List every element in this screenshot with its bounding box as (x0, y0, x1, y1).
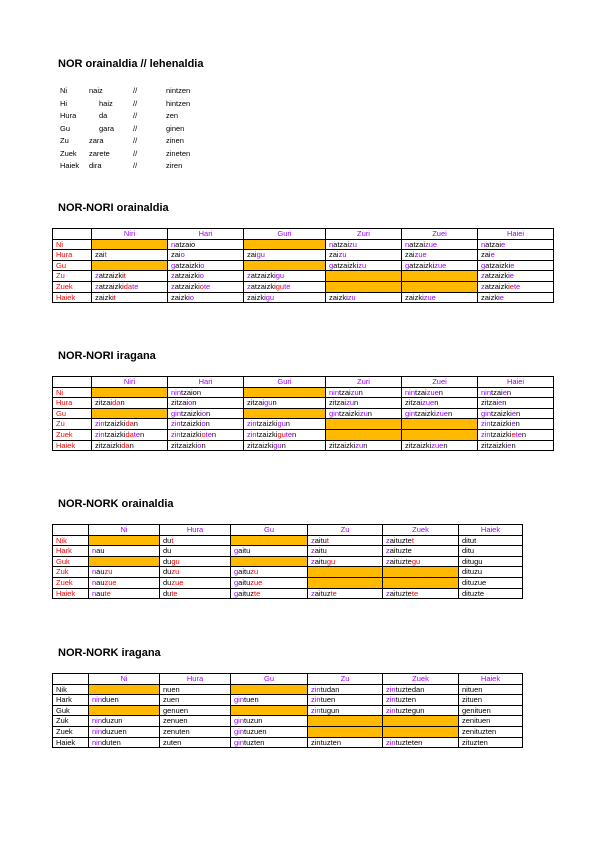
title-nor-nori-orainaldia: NOR-NORI orainaldia (58, 202, 169, 214)
nor-nori-orainaldia-table (52, 228, 554, 303)
column-header: Ni (89, 674, 160, 685)
verb-form-cell: du (160, 546, 231, 557)
column-header: Guri (244, 229, 326, 240)
verb-form-cell: zaituztegu (383, 556, 459, 567)
verb-form-cell: natzaizue (402, 239, 478, 250)
pronoun-separator: // (133, 111, 138, 120)
corner-cell (53, 229, 92, 240)
column-header: Guri (244, 377, 326, 388)
row-label: Zuk (53, 567, 89, 578)
verb-form-cell: nintzaizun (326, 387, 402, 398)
empty-highlight-cell (383, 726, 459, 737)
empty-highlight-cell (231, 535, 308, 546)
verb-form-cell: natzaie (478, 239, 554, 250)
table-row (53, 726, 523, 737)
verb-form-cell: duzu (160, 567, 231, 578)
verb-form-cell: zintzaizkiguten (244, 429, 326, 440)
row-label: Zuek (53, 429, 92, 440)
pronoun-separator: // (133, 98, 138, 108)
row-label: Hark (53, 546, 89, 557)
header-row (53, 525, 523, 536)
row-label: Hura (53, 398, 92, 409)
verb-form-cell: zituen (459, 695, 523, 706)
empty-highlight-cell (402, 271, 478, 282)
verb-form-cell: zaituzte (383, 546, 459, 557)
title-nor-nori-iragana: NOR-NORI iragana (58, 350, 156, 362)
pronoun-row (60, 111, 226, 122)
header-row (53, 674, 523, 685)
verb-form-cell: nuen (160, 684, 231, 695)
table-row (53, 419, 554, 430)
empty-highlight-cell (231, 684, 308, 695)
verb-form-cell: gaituzue (231, 577, 308, 588)
header-row (53, 229, 554, 240)
verb-form-cell: gaituzu (231, 567, 308, 578)
column-header: Hura (160, 674, 231, 685)
verb-form-cell: zintzaizkidaten (92, 429, 168, 440)
empty-highlight-cell (326, 281, 402, 292)
title-nor-nork-iragana: NOR-NORK iragana (58, 647, 161, 659)
row-label: Zuek (53, 577, 89, 588)
table-row (53, 684, 523, 695)
pronoun-person: Ni (60, 86, 68, 95)
verb-form-cell: gatzaizkizue (402, 260, 478, 271)
empty-highlight-cell (308, 577, 383, 588)
column-header: Niri (92, 377, 168, 388)
pronoun-separator: // (133, 86, 138, 95)
verb-form-cell: genituen (459, 705, 523, 716)
table-row (53, 250, 554, 261)
pronoun-past: hintzen (166, 98, 191, 108)
verb-form-cell: gaituzte (231, 588, 308, 599)
verb-form-cell: ditu (459, 546, 523, 557)
verb-form-cell: genuen (160, 705, 231, 716)
row-label: Guk (53, 705, 89, 716)
verb-form-cell: zatzaizkit (92, 271, 168, 282)
verb-form-cell: gatzaizkio (168, 260, 244, 271)
pronoun-past: ziren (166, 161, 183, 170)
title-nor-nork-orainaldia: NOR-NORK orainaldia (58, 498, 174, 510)
verb-form-cell: zaizkie (478, 292, 554, 303)
verb-form-cell: zaie (478, 250, 554, 261)
verb-form-cell: gintuzten (231, 737, 308, 748)
pronoun-person: Hi (60, 98, 68, 108)
pronoun-present: haiz (99, 98, 113, 108)
table-row (53, 408, 554, 419)
table-row (53, 567, 523, 578)
verb-form-cell: zait (92, 250, 168, 261)
verb-form-cell: zitzaizun (326, 398, 402, 409)
table-row (53, 737, 523, 748)
pronoun-present: zara (89, 136, 104, 145)
verb-form-cell: zitzaizkizuen (402, 440, 478, 451)
verb-form-cell: zintuen (308, 695, 383, 706)
table-row (53, 577, 523, 588)
verb-form-cell: gaitu (231, 546, 308, 557)
verb-form-cell: zaizkio (168, 292, 244, 303)
verb-form-cell: zenituen (459, 716, 523, 727)
verb-form-cell: zintudan (308, 684, 383, 695)
verb-form-cell: ninduzuen (89, 726, 160, 737)
verb-form-cell: nintzaizuen (402, 387, 478, 398)
column-header: Niri (92, 229, 168, 240)
empty-highlight-cell (231, 705, 308, 716)
verb-form-cell: zintzaizkion (168, 419, 244, 430)
verb-form-cell: gintzaizkien (478, 408, 554, 419)
column-header: Zuei (402, 229, 478, 240)
verb-form-cell: zintzaizkigun (244, 419, 326, 430)
pronoun-person: Zuek (60, 148, 77, 158)
empty-highlight-cell (92, 260, 168, 271)
verb-form-cell: ninduen (89, 695, 160, 706)
verb-form-cell: zatzaizkiote (168, 281, 244, 292)
pronoun-present: da (99, 111, 108, 120)
verb-form-cell: zintuzten (308, 737, 383, 748)
verb-form-cell: zintzaizkien (478, 419, 554, 430)
nor-pronoun-list (58, 84, 228, 174)
verb-form-cell: gintzaizkizun (326, 408, 402, 419)
verb-form-cell: zintzaizkieten (478, 429, 554, 440)
row-label: Ni (53, 239, 92, 250)
empty-highlight-cell (89, 705, 160, 716)
table-row (53, 546, 523, 557)
empty-highlight-cell (383, 716, 459, 727)
verb-form-cell: zatzaizkiete (478, 281, 554, 292)
pronoun-past: zen (166, 111, 179, 120)
table-row (53, 588, 523, 599)
empty-highlight-cell (92, 408, 168, 419)
row-label: Haiek (53, 292, 92, 303)
row-label: Nik (53, 684, 89, 695)
row-label: Zuek (53, 726, 89, 737)
verb-form-cell: zaigu (244, 250, 326, 261)
verb-form-cell: zatzaizkigu (244, 271, 326, 282)
empty-highlight-cell (402, 419, 478, 430)
pronoun-row (60, 99, 226, 110)
column-header: Zu (308, 674, 383, 685)
verb-form-cell: nauzu (89, 567, 160, 578)
verb-form-cell: dute (160, 588, 231, 599)
table-row (53, 387, 554, 398)
empty-highlight-cell (326, 271, 402, 282)
table-row (53, 535, 523, 546)
pronoun-separator: // (133, 136, 138, 145)
pronoun-row (60, 86, 226, 97)
verb-form-cell: zitzaizkion (168, 440, 244, 451)
row-label: Zu (53, 419, 92, 430)
verb-form-cell: zitzaien (478, 398, 554, 409)
column-header: Zuek (383, 525, 459, 536)
column-header: Haiei (478, 377, 554, 388)
row-label: Haiek (53, 737, 89, 748)
verb-form-cell: zaizu (326, 250, 402, 261)
empty-highlight-cell (308, 726, 383, 737)
table-row (53, 260, 554, 271)
verb-form-cell: ditut (459, 535, 523, 546)
table-row (53, 695, 523, 706)
verb-form-cell: dut (160, 535, 231, 546)
empty-highlight-cell (92, 239, 168, 250)
verb-form-cell: dituzue (459, 577, 523, 588)
verb-form-cell: gintzaizkizuen (402, 408, 478, 419)
pronoun-row (60, 161, 226, 172)
verb-form-cell: zuten (160, 737, 231, 748)
verb-form-cell: zaio (168, 250, 244, 261)
empty-highlight-cell (89, 535, 160, 546)
verb-form-cell: dituzte (459, 588, 523, 599)
verb-form-cell: zitzaizuen (402, 398, 478, 409)
pronoun-person: Gu (60, 123, 71, 133)
verb-form-cell: zitzaizkigun (244, 440, 326, 451)
row-label: Haiek (53, 588, 89, 599)
empty-highlight-cell (244, 239, 326, 250)
pronoun-past: zinen (166, 136, 184, 145)
row-label: Haiek (53, 440, 92, 451)
verb-form-cell: zuen (160, 695, 231, 706)
row-label: Gu (53, 260, 92, 271)
verb-form-cell: zintuztegun (383, 705, 459, 716)
pronoun-person: Zu (60, 136, 69, 145)
pronoun-present: gara (99, 123, 115, 133)
empty-highlight-cell (89, 556, 160, 567)
corner-cell (53, 525, 89, 536)
verb-form-cell: zintuzten (383, 695, 459, 706)
verb-form-cell: zaituzte (308, 588, 383, 599)
verb-form-cell: nintzaion (168, 387, 244, 398)
verb-form-cell: natzaio (168, 239, 244, 250)
verb-form-cell: zenuten (160, 726, 231, 737)
column-header: Haiei (478, 229, 554, 240)
empty-highlight-cell (326, 429, 402, 440)
empty-highlight-cell (383, 577, 459, 588)
empty-highlight-cell (244, 387, 326, 398)
column-header: Zu (308, 525, 383, 536)
column-header: Ni (89, 525, 160, 536)
verb-form-cell: zatzaizkie (478, 271, 554, 282)
empty-highlight-cell (244, 260, 326, 271)
pronoun-row (60, 149, 226, 160)
pronoun-person: Hura (60, 111, 77, 120)
verb-form-cell: zitzaizkizun (326, 440, 402, 451)
verb-form-cell: gintuzuen (231, 726, 308, 737)
pronoun-person: Haiek (60, 161, 80, 170)
verb-form-cell: gatzaizkie (478, 260, 554, 271)
column-header: Zuei (402, 377, 478, 388)
empty-highlight-cell (89, 684, 160, 695)
nor-nori-iragana-table (52, 376, 554, 451)
row-label: Zuk (53, 716, 89, 727)
verb-form-cell: nintzaien (478, 387, 554, 398)
row-label: Gu (53, 408, 92, 419)
header-row (53, 377, 554, 388)
verb-form-cell: zenituzten (459, 726, 523, 737)
empty-highlight-cell (308, 716, 383, 727)
table-row (53, 556, 523, 567)
table-row (53, 440, 554, 451)
pronoun-separator: // (133, 148, 138, 158)
verb-form-cell: zintzaizkioten (168, 429, 244, 440)
pronoun-past: ginen (166, 123, 185, 133)
verb-form-cell: zintuzteten (383, 737, 459, 748)
pronoun-past: zineten (166, 148, 191, 158)
row-label: Ni (53, 387, 92, 398)
pronoun-row (60, 136, 226, 147)
nor-nork-iragana-table (52, 673, 523, 748)
verb-form-cell: zaizkizue (402, 292, 478, 303)
empty-highlight-cell (308, 567, 383, 578)
table-row (53, 716, 523, 727)
verb-form-cell: zaizkigu (244, 292, 326, 303)
verb-form-cell: zitzaizkidan (92, 440, 168, 451)
verb-form-cell: dituzu (459, 567, 523, 578)
empty-highlight-cell (402, 281, 478, 292)
verb-form-cell: dugu (160, 556, 231, 567)
corner-cell (53, 377, 92, 388)
column-header: Gu (231, 525, 308, 536)
row-label: Hark (53, 695, 89, 706)
table-row (53, 281, 554, 292)
verb-form-cell: zintuztedan (383, 684, 459, 695)
pronoun-separator: // (133, 161, 138, 170)
column-header: Hari (168, 229, 244, 240)
table-row (53, 292, 554, 303)
row-label: Guk (53, 556, 89, 567)
verb-form-cell: zatzaizkidate (92, 281, 168, 292)
column-header: Zuek (383, 674, 459, 685)
verb-form-cell: zaizue (402, 250, 478, 261)
verb-form-cell: zitzaidan (92, 398, 168, 409)
verb-form-cell: zaizkizu (326, 292, 402, 303)
row-label: Zu (53, 271, 92, 282)
pronoun-present: zarete (89, 148, 110, 158)
table-row (53, 398, 554, 409)
verb-form-cell: zenuen (160, 716, 231, 727)
table-row (53, 705, 523, 716)
nor-nork-orainaldia-table (52, 524, 523, 599)
verb-form-cell: zatzaizkio (168, 271, 244, 282)
column-header: Haiek (459, 525, 523, 536)
verb-form-cell: zaituztet (383, 535, 459, 546)
corner-cell (53, 674, 89, 685)
verb-form-cell: zaitugu (308, 556, 383, 567)
pronoun-present: dira (89, 161, 102, 170)
column-header: Hari (168, 377, 244, 388)
verb-form-cell: zitzaigun (244, 398, 326, 409)
verb-form-cell: zaitut (308, 535, 383, 546)
column-header: Haiek (459, 674, 523, 685)
verb-form-cell: gintuen (231, 695, 308, 706)
title-nor-orainaldia: NOR orainaldia // lehenaldia (58, 58, 204, 70)
verb-form-cell: ditugu (459, 556, 523, 567)
verb-form-cell: gintzaizkion (168, 408, 244, 419)
table-row (53, 429, 554, 440)
verb-form-cell: zituzten (459, 737, 523, 748)
column-header: Zuri (326, 229, 402, 240)
row-label: Nik (53, 535, 89, 546)
empty-highlight-cell (244, 408, 326, 419)
empty-highlight-cell (383, 567, 459, 578)
table-row (53, 239, 554, 250)
verb-form-cell: gintuzun (231, 716, 308, 727)
pronoun-present: naiz (89, 86, 103, 95)
table-row (53, 271, 554, 282)
empty-highlight-cell (326, 419, 402, 430)
verb-form-cell: nau (89, 546, 160, 557)
empty-highlight-cell (402, 429, 478, 440)
verb-form-cell: natzaizu (326, 239, 402, 250)
verb-form-cell: zintzaizkidan (92, 419, 168, 430)
verb-form-cell: zatzaizkigute (244, 281, 326, 292)
verb-form-cell: ninduten (89, 737, 160, 748)
verb-form-cell: gatzaizkizu (326, 260, 402, 271)
row-label: Zuek (53, 281, 92, 292)
pronoun-separator: // (133, 123, 138, 133)
verb-form-cell: zitzaion (168, 398, 244, 409)
verb-form-cell: ninduzun (89, 716, 160, 727)
verb-form-cell: nituen (459, 684, 523, 695)
verb-form-cell: zintugun (308, 705, 383, 716)
verb-form-cell: nauzue (89, 577, 160, 588)
pronoun-row (60, 124, 226, 135)
verb-form-cell: duzue (160, 577, 231, 588)
verb-form-cell: naute (89, 588, 160, 599)
empty-highlight-cell (92, 387, 168, 398)
verb-form-cell: zaitu (308, 546, 383, 557)
row-label: Hura (53, 250, 92, 261)
column-header: Hura (160, 525, 231, 536)
verb-form-cell: zaituztete (383, 588, 459, 599)
column-header: Gu (231, 674, 308, 685)
verb-form-cell: zaizkit (92, 292, 168, 303)
empty-highlight-cell (231, 556, 308, 567)
verb-form-cell: zitzaizkien (478, 440, 554, 451)
column-header: Zuri (326, 377, 402, 388)
pronoun-past: nintzen (166, 86, 191, 95)
